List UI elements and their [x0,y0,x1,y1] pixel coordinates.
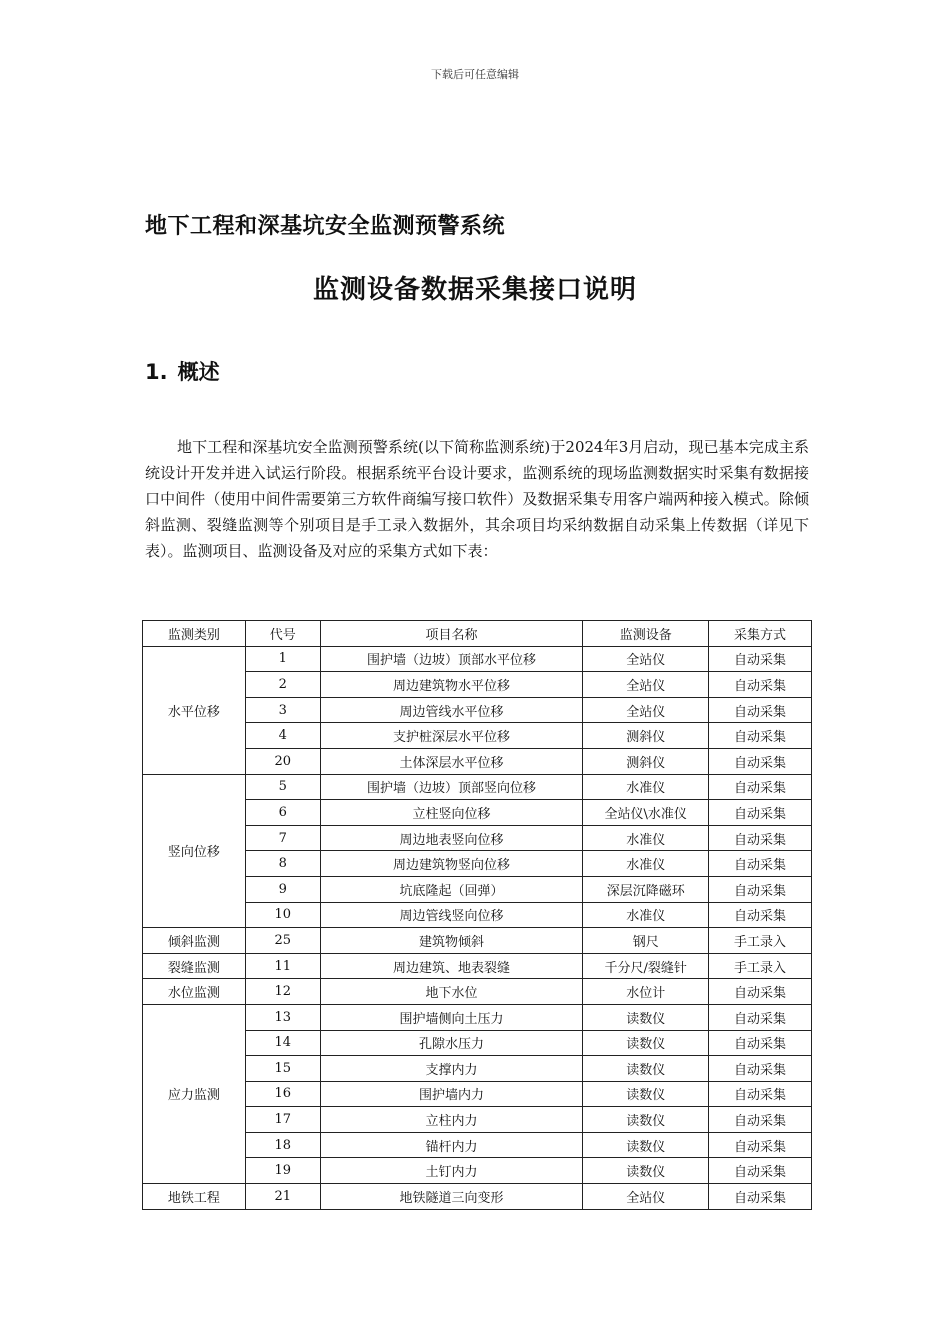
table-body [143,646,812,1209]
method-cell: 自动采集 [709,697,812,723]
code-cell: 25 [245,928,320,954]
method-cell: 自动采集 [709,1107,812,1133]
table-row [143,646,812,672]
device-cell: 水准仪 [583,851,709,877]
code-cell: 12 [245,979,320,1005]
code-cell: 18 [245,1132,320,1158]
code-cell: 1 [245,646,320,672]
item-name-cell: 周边地表竖向位移 [320,825,583,851]
item-name-cell: 建筑物倾斜 [320,928,583,954]
method-cell: 自动采集 [709,825,812,851]
code-cell: 5 [245,774,320,800]
item-name-cell: 周边管线水平位移 [320,697,583,723]
device-cell: 水准仪 [583,825,709,851]
table-row [143,774,812,800]
table-header-row [143,621,812,647]
method-cell: 手工录入 [709,928,812,954]
item-name-cell: 锚杆内力 [320,1132,583,1158]
item-name-cell: 周边建筑物水平位移 [320,672,583,698]
item-name-cell: 土体深层水平位移 [320,748,583,774]
category-cell: 地铁工程 [143,1184,246,1210]
device-cell: 读数仪 [583,1107,709,1133]
document-title: 地下工程和深基坑安全监测预警系统 [145,214,506,239]
item-name-cell: 周边建筑物竖向位移 [320,851,583,877]
device-cell: 水准仪 [583,902,709,928]
code-cell: 10 [245,902,320,928]
method-cell: 自动采集 [709,1081,812,1107]
device-cell: 读数仪 [583,1004,709,1030]
table-row [143,928,812,954]
category-cell: 竖向位移 [143,774,246,928]
item-name-cell: 围护墙（边坡）顶部竖向位移 [320,774,583,800]
code-cell: 20 [245,748,320,774]
method-cell: 自动采集 [709,979,812,1005]
page-header-note: 下载后可任意编辑 [431,68,519,81]
method-cell: 自动采集 [709,672,812,698]
section-number: 1. [145,360,168,384]
category-cell: 应力监测 [143,1004,246,1183]
table-row [143,1184,812,1210]
device-cell: 读数仪 [583,1081,709,1107]
method-cell: 自动采集 [709,646,812,672]
item-name-cell: 周边管线竖向位移 [320,902,583,928]
header-category: 监测类别 [143,621,246,647]
item-name-cell: 周边建筑、地表裂缝 [320,953,583,979]
monitoring-table [142,620,812,1210]
code-cell: 11 [245,953,320,979]
code-cell: 13 [245,1004,320,1030]
code-cell: 21 [245,1184,320,1210]
method-cell: 自动采集 [709,1004,812,1030]
header-device: 监测设备 [583,621,709,647]
code-cell: 2 [245,672,320,698]
item-name-cell: 地下水位 [320,979,583,1005]
device-cell: 全站仪 [583,646,709,672]
device-cell: 读数仪 [583,1132,709,1158]
category-cell: 水位监测 [143,979,246,1005]
method-cell: 自动采集 [709,800,812,826]
category-cell: 水平位移 [143,646,246,774]
device-cell: 全站仪 [583,697,709,723]
method-cell: 自动采集 [709,1056,812,1082]
header-item-name: 项目名称 [320,621,583,647]
item-name-cell: 立柱内力 [320,1107,583,1133]
item-name-cell: 围护墙侧向土压力 [320,1004,583,1030]
code-cell: 17 [245,1107,320,1133]
category-cell: 倾斜监测 [143,928,246,954]
table-row [143,953,812,979]
device-cell: 水准仪 [583,774,709,800]
header-method: 采集方式 [709,621,812,647]
item-name-cell: 地铁隧道三向变形 [320,1184,583,1210]
method-cell: 手工录入 [709,953,812,979]
method-cell: 自动采集 [709,851,812,877]
code-cell: 14 [245,1030,320,1056]
method-cell: 自动采集 [709,902,812,928]
method-cell: 自动采集 [709,1184,812,1210]
item-name-cell: 围护墙内力 [320,1081,583,1107]
device-cell: 测斜仪 [583,723,709,749]
item-name-cell: 围护墙（边坡）顶部水平位移 [320,646,583,672]
method-cell: 自动采集 [709,748,812,774]
device-cell: 读数仪 [583,1030,709,1056]
section-heading [145,356,220,386]
category-cell: 裂缝监测 [143,953,246,979]
item-name-cell: 坑底隆起（回弹） [320,876,583,902]
code-cell: 3 [245,697,320,723]
device-cell: 全站仪 [583,672,709,698]
method-cell: 自动采集 [709,1158,812,1184]
header-code: 代号 [245,621,320,647]
code-cell: 6 [245,800,320,826]
device-cell: 深层沉降磁环 [583,876,709,902]
item-name-cell: 孔隙水压力 [320,1030,583,1056]
method-cell: 自动采集 [709,1132,812,1158]
method-cell: 自动采集 [709,774,812,800]
device-cell: 测斜仪 [583,748,709,774]
code-cell: 4 [245,723,320,749]
code-cell: 9 [245,876,320,902]
item-name-cell: 立柱竖向位移 [320,800,583,826]
method-cell: 自动采集 [709,1030,812,1056]
device-cell: 全站仪\水准仪 [583,800,709,826]
document-subtitle: 监测设备数据采集接口说明 [312,275,637,305]
device-cell: 读数仪 [583,1158,709,1184]
device-cell: 全站仪 [583,1184,709,1210]
code-cell: 7 [245,825,320,851]
method-cell: 自动采集 [709,876,812,902]
table-row [143,1004,812,1030]
item-name-cell: 支撑内力 [320,1056,583,1082]
device-cell: 水位计 [583,979,709,1005]
code-cell: 16 [245,1081,320,1107]
device-cell: 读数仪 [583,1056,709,1082]
device-cell: 钢尺 [583,928,709,954]
table-row [143,979,812,1005]
code-cell: 8 [245,851,320,877]
device-cell: 千分尺/裂缝针 [583,953,709,979]
overview-paragraph: 地下工程和深基坑安全监测预警系统(以下简称监测系统)于2024年3月启动，现已基本完成主系统设计开发并进入试运行阶段。根据系统平台设计要求，监测系统的现场监测数据实时采集有数据接口中间件（使用中间件需要第三方软件商编写接口软件）及数据采集专用客户端两种接入模式。除倾斜监测、裂缝监测等个别项目是手工录入数据外，其余项目均采纳数据自动采集上传数据（详见下表）。监测项目、监测设备及对应的采集方式如下表： [145,438,809,560]
code-cell: 15 [245,1056,320,1082]
code-cell: 19 [245,1158,320,1184]
method-cell: 自动采集 [709,723,812,749]
item-name-cell: 支护桩深层水平位移 [320,723,583,749]
item-name-cell: 土钉内力 [320,1158,583,1184]
section-title: 概述 [177,360,220,384]
